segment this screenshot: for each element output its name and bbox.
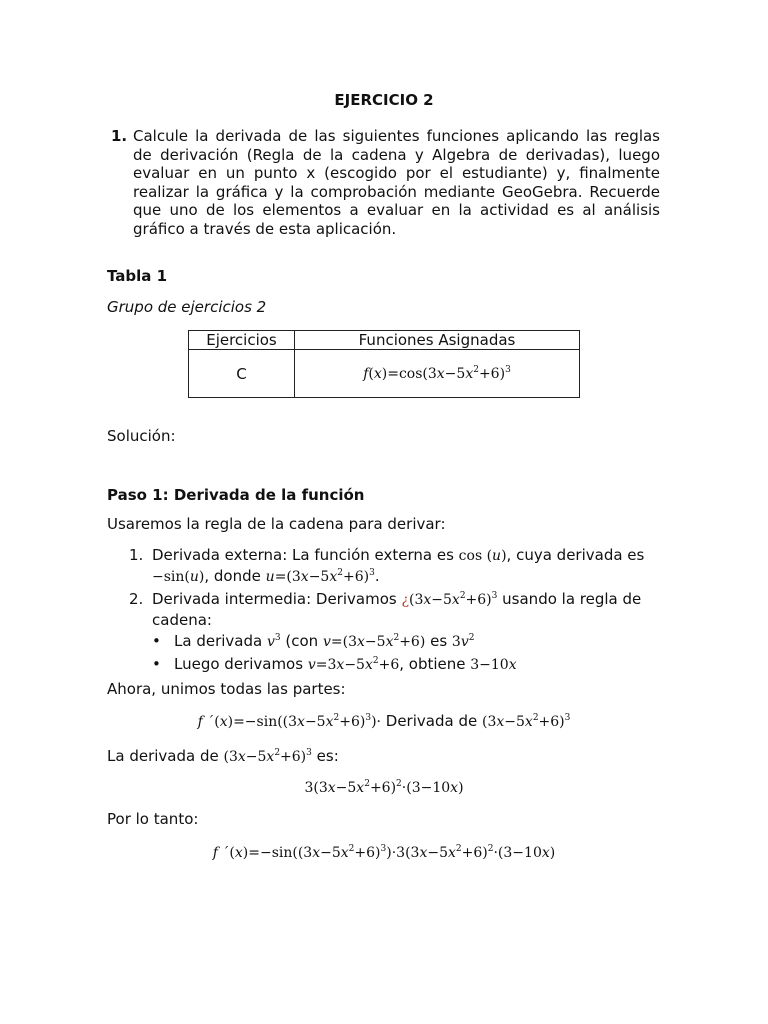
functions-table (188, 330, 580, 398)
page-title: EJERCICIO 2 (334, 91, 434, 109)
step1-intro: Usaremos la regla de la cadena para derivar: (107, 515, 446, 533)
table-cell-ejercicio: C (189, 350, 295, 398)
list-item: 1. Derivada externa: La función externa es cos (u), cuya derivada es −sin(u), donde $u=(3x-5x^2+6)^3$. (129, 546, 645, 585)
question-number: 1. (111, 127, 128, 145)
table-header-ejercicios: Ejercicios (189, 331, 295, 350)
sub-list (152, 630, 667, 676)
derivative-of-line: La derivada de $(3x-5x^2+6)^3$ es: (107, 747, 339, 765)
list-item: 2. Derivada intermedia: Derivamos ¿$(3x-5x^2+6)^3$ usando la regla de cadena: • La derivada $v^3$ (con $v=(3x-5x^2+6)$ es $3v^2$ • Luego derivamos $v=3x-5x^2+6$, obtiene 3−10x (107, 589, 667, 676)
table-heading: Tabla 1 (107, 267, 168, 285)
combine-text: Ahora, unimos todas las partes: (107, 680, 346, 698)
therefore-text: Por lo tanto: (107, 810, 199, 828)
formula-final: f $´(x)=-\sin((3x-5x^2+6)^3)\cdot 3(3x-5x^2+6)^2\cdot(3-10x)$ (212, 844, 556, 861)
table-cell-funcion: $f(x)=\cos(3x-5x^2+6)^3$ (295, 350, 580, 398)
steps-list (107, 545, 667, 676)
formula-combined: f $´(x)=-\sin((3x-5x^2+6)^3)\cdot$ Derivada de $(3x-5x^2+6)^3$ (197, 712, 571, 730)
table-header-funciones: Funciones Asignadas (295, 331, 580, 350)
solution-label: Solución: (107, 427, 176, 445)
table-caption: Grupo de ejercicios 2 (107, 298, 267, 316)
list-item: • La derivada $v^3$ (con $v=(3x-5x^2+6)$ es $3v^2$ (152, 632, 475, 650)
list-item: • Luego derivamos $v=3x-5x^2+6$, obtiene 3−10x (152, 655, 517, 673)
step1-heading: Paso 1: Derivada de la función (107, 486, 365, 504)
question-text: Calcule la derivada de las siguientes funciones aplicando las reglas de derivación (Regla de la cadena y Algebra de derivadas), luego evaluar en un punto x (escogido por el estudiante) y, finalmente realizar la gráfica y la comprobación mediante GeoGebra. Recuerde que uno de los elementos a evaluar en la actividad es al análisis gráfico a través de esta aplicación. (133, 127, 660, 238)
formula-inner-derivative: $3(3x-5x^2+6)^2\cdot(3-10x)$ (304, 779, 464, 796)
